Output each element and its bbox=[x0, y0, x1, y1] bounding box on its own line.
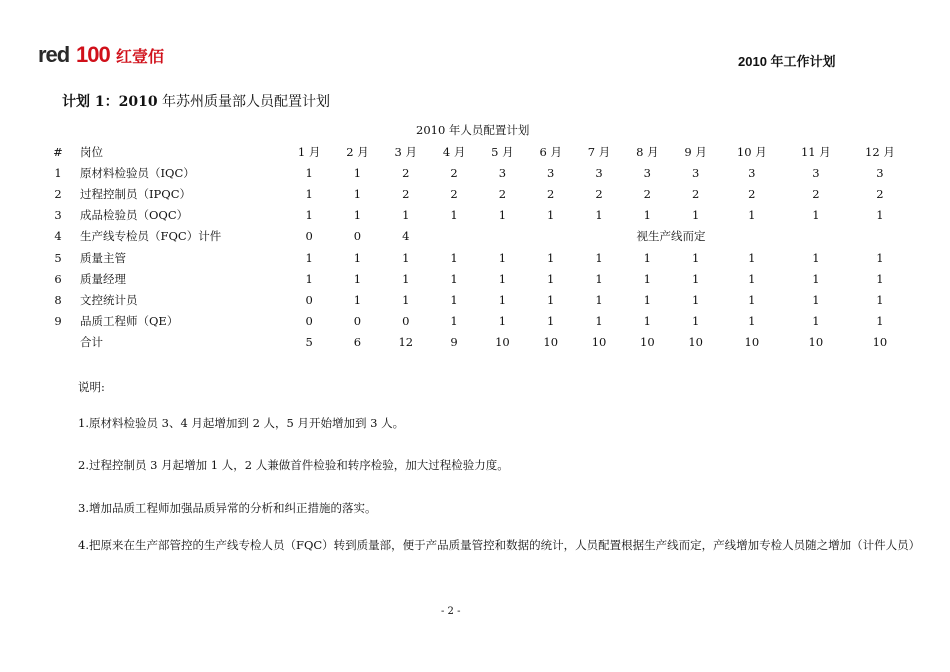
month-value-cell: 4 bbox=[402, 229, 410, 244]
month-value-cell: 1 bbox=[643, 208, 651, 223]
note-item-2: 2.过程控制员 3 月起增加 1 人，2 人兼做首件检验和转序检验，加大过程检验力度。 bbox=[78, 458, 509, 472]
table-row bbox=[36, 205, 912, 226]
month-value-cell: 2 bbox=[450, 165, 458, 180]
month-value-cell: 1 bbox=[450, 314, 458, 329]
month-value-cell: 1 bbox=[812, 292, 820, 307]
month-value-cell: 10 bbox=[744, 335, 760, 350]
row-number: 8 bbox=[54, 292, 62, 307]
month-value-cell: 1 bbox=[876, 250, 884, 265]
month-value-cell: 1 bbox=[353, 292, 362, 307]
month-value-cell: 1 bbox=[691, 208, 700, 223]
month-value-cell: 1 bbox=[876, 314, 884, 329]
row-position: 过程控制员（IPQC） bbox=[80, 186, 192, 201]
month-value-cell: 10 bbox=[543, 335, 559, 350]
notes-heading: 说明: bbox=[78, 380, 105, 394]
month-value-cell: 3 bbox=[595, 165, 603, 180]
month-value-cell: 10 bbox=[872, 335, 888, 350]
month-value-cell: 1 bbox=[547, 271, 555, 286]
month-value-cell: 1 bbox=[748, 208, 756, 223]
row-position: 成品检验员（OQC） bbox=[80, 208, 189, 223]
month-value-cell: 2 bbox=[402, 165, 410, 180]
page-number: - 2 - bbox=[441, 606, 461, 617]
month-value-cell: 10 bbox=[688, 335, 703, 350]
month-value-cell: 1 bbox=[450, 271, 458, 286]
document-header-title: 2010 年工作计划 bbox=[738, 54, 836, 69]
month-value-cell: 2 bbox=[748, 186, 756, 201]
month-value-cell: 2 bbox=[498, 186, 507, 201]
month-value-cell: 1 bbox=[498, 271, 507, 286]
row-position: 原材料检验员（IQC） bbox=[80, 165, 195, 180]
month-value-cell: 1 bbox=[305, 186, 313, 201]
month-value-cell: 1 bbox=[643, 314, 651, 329]
row-number: 9 bbox=[54, 314, 62, 329]
month-value-cell: 10 bbox=[495, 335, 510, 350]
month-value-cell: 3 bbox=[643, 165, 651, 180]
header-divider bbox=[38, 70, 898, 71]
column-header-month: 6 月 bbox=[539, 144, 562, 159]
row-note: 视生产线而定 bbox=[636, 229, 706, 244]
month-value-cell: 0 bbox=[305, 314, 313, 329]
month-value-cell: 1 bbox=[748, 292, 756, 307]
month-value-cell: 1 bbox=[812, 314, 820, 329]
month-value-cell: 1 bbox=[498, 314, 507, 329]
row-position: 合计 bbox=[80, 335, 103, 350]
company-logo bbox=[38, 42, 170, 68]
table-row bbox=[36, 162, 912, 183]
month-value-cell: 1 bbox=[691, 314, 700, 329]
month-value-cell: 0 bbox=[305, 292, 313, 307]
month-value-cell: 6 bbox=[353, 335, 362, 350]
month-value-cell: 1 bbox=[812, 208, 820, 223]
row-position: 质量经理 bbox=[80, 271, 126, 286]
column-header-number: # bbox=[53, 144, 63, 159]
month-value-cell: 1 bbox=[353, 208, 362, 223]
row-position: 品质工程师（QE） bbox=[80, 314, 179, 329]
month-value-cell: 0 bbox=[353, 229, 362, 244]
table-row bbox=[36, 311, 912, 332]
table-row bbox=[36, 268, 912, 289]
column-header-month: 1 月 bbox=[297, 144, 321, 159]
month-value-cell: 2 bbox=[450, 186, 458, 201]
month-value-cell: 2 bbox=[812, 186, 820, 201]
column-header-month: 10 月 bbox=[736, 144, 767, 159]
month-value-cell: 1 bbox=[691, 271, 700, 286]
month-value-cell: 1 bbox=[812, 250, 820, 265]
row-position: 质量主管 bbox=[80, 250, 126, 265]
month-value-cell: 1 bbox=[547, 250, 555, 265]
table-row bbox=[36, 247, 912, 268]
month-value-cell: 1 bbox=[450, 292, 458, 307]
month-value-cell: 1 bbox=[812, 271, 820, 286]
month-value-cell: 1 bbox=[547, 208, 555, 223]
month-value-cell: 0 bbox=[402, 314, 410, 329]
month-value-cell: 1 bbox=[643, 250, 651, 265]
row-number bbox=[36, 332, 80, 353]
month-value-cell: 1 bbox=[595, 271, 603, 286]
month-value-cell: 1 bbox=[498, 208, 507, 223]
column-header-month: 8 月 bbox=[636, 144, 659, 159]
table-row bbox=[36, 226, 912, 247]
month-value-cell: 3 bbox=[498, 165, 507, 180]
month-value-cell: 3 bbox=[691, 165, 700, 180]
column-header-month: 7 月 bbox=[587, 144, 611, 159]
month-value-cell: 2 bbox=[643, 186, 651, 201]
month-value-cell: 1 bbox=[498, 292, 507, 307]
month-value-cell: 1 bbox=[691, 250, 700, 265]
month-value-cell: 9 bbox=[450, 335, 458, 350]
month-value-cell: 1 bbox=[402, 250, 410, 265]
month-value-cell: 1 bbox=[353, 271, 362, 286]
month-value-cell: 12 bbox=[398, 335, 414, 350]
month-value-cell: 1 bbox=[595, 292, 603, 307]
row-number: 1 bbox=[54, 165, 62, 180]
month-value-cell: 1 bbox=[450, 250, 458, 265]
section-title-year: 2010 bbox=[118, 94, 158, 110]
month-value-cell: 1 bbox=[547, 292, 555, 307]
month-value-cell: 1 bbox=[305, 208, 313, 223]
month-value-cell: 1 bbox=[595, 250, 603, 265]
month-value-cell: 1 bbox=[595, 314, 603, 329]
month-value-cell: 1 bbox=[305, 250, 313, 265]
month-value-cell: 1 bbox=[748, 314, 756, 329]
section-title-prefix: 计划 1： bbox=[62, 94, 119, 110]
column-header-month: 4 月 bbox=[442, 144, 466, 159]
section-title bbox=[62, 91, 330, 111]
month-value-cell: 1 bbox=[498, 250, 507, 265]
month-value-cell: 1 bbox=[353, 250, 362, 265]
row-number: 2 bbox=[54, 186, 62, 201]
note-item-1: 1.原材料检验员 3、4 月起增加到 2 人，5 月开始增加到 3 人。 bbox=[78, 416, 405, 430]
table-caption: 2010 年人员配置计划 bbox=[416, 123, 530, 137]
svg-text:红壹佰: 红壹佰 bbox=[116, 47, 165, 66]
column-header-month: 12 月 bbox=[865, 144, 895, 159]
month-value-cell: 1 bbox=[353, 186, 362, 201]
month-value-cell: 2 bbox=[595, 186, 603, 201]
month-value-cell: 0 bbox=[353, 314, 362, 329]
row-number: 5 bbox=[54, 250, 62, 265]
column-header-position: 岗位 bbox=[80, 144, 103, 159]
staffing-plan-table bbox=[36, 141, 912, 353]
month-value-cell: 1 bbox=[547, 314, 555, 329]
month-value-cell: 1 bbox=[643, 292, 651, 307]
month-value-cell: 1 bbox=[595, 208, 603, 223]
month-value-cell: 3 bbox=[812, 165, 820, 180]
row-number: 4 bbox=[54, 229, 62, 244]
table-row bbox=[36, 332, 912, 353]
month-value-cell: 1 bbox=[305, 165, 313, 180]
month-value-cell: 3 bbox=[547, 165, 555, 180]
month-value-cell: 1 bbox=[402, 208, 410, 223]
month-value-cell: 1 bbox=[353, 165, 362, 180]
section-title-text: 年苏州质量部人员配置计划 bbox=[157, 94, 331, 110]
month-value-cell: 1 bbox=[691, 292, 700, 307]
month-value-cell: 2 bbox=[876, 186, 884, 201]
month-value-cell: 10 bbox=[808, 335, 824, 350]
note-item-3: 3.增加品质工程师加强品质异常的分析和纠正措施的落实。 bbox=[78, 501, 377, 515]
month-value-cell: 1 bbox=[748, 271, 756, 286]
svg-text:100: 100 bbox=[76, 43, 110, 67]
month-value-cell: 2 bbox=[547, 186, 555, 201]
month-value-cell: 1 bbox=[876, 271, 884, 286]
month-value-cell: 1 bbox=[305, 271, 313, 286]
month-value-cell: 1 bbox=[876, 292, 884, 307]
note-item-4: 4.把原来在生产部管控的生产线专检人员（FQC）转到质量部，便于产品质量管控和数据的统计，人员配置根据生产线而定，产线增加专检人员随之增加（计件人员） bbox=[78, 538, 921, 552]
month-value-cell: 3 bbox=[748, 165, 756, 180]
month-value-cell: 1 bbox=[402, 292, 410, 307]
table-row bbox=[36, 183, 912, 204]
month-value-cell: 1 bbox=[402, 271, 410, 286]
month-value-cell: 10 bbox=[591, 335, 607, 350]
column-header-month: 9 月 bbox=[684, 144, 707, 159]
month-value-cell: 1 bbox=[643, 271, 651, 286]
red100-logo-icon bbox=[38, 43, 170, 67]
month-value-cell: 10 bbox=[640, 335, 655, 350]
table-row bbox=[36, 289, 912, 310]
month-value-cell: 0 bbox=[305, 229, 313, 244]
column-header-month: 2 月 bbox=[346, 144, 369, 159]
row-position: 文控统计员 bbox=[80, 292, 138, 307]
month-value-cell: 2 bbox=[691, 186, 700, 201]
row-number: 3 bbox=[54, 208, 62, 223]
table-body bbox=[36, 162, 912, 353]
month-value-cell: 3 bbox=[876, 165, 884, 180]
month-value-cell: 1 bbox=[450, 208, 458, 223]
column-header-month: 3 月 bbox=[394, 144, 418, 159]
month-value-cell: 5 bbox=[305, 335, 313, 350]
row-number: 6 bbox=[54, 271, 62, 286]
column-header-month: 5 月 bbox=[491, 144, 514, 159]
svg-text:red: red bbox=[38, 43, 70, 67]
row-position: 生产线专检员（FQC）计件 bbox=[80, 229, 222, 244]
month-value-cell: 1 bbox=[748, 250, 756, 265]
column-header-month: 11 月 bbox=[800, 144, 831, 159]
month-value-cell: 2 bbox=[402, 186, 410, 201]
month-value-cell: 1 bbox=[876, 208, 884, 223]
table-header-row bbox=[36, 141, 912, 162]
